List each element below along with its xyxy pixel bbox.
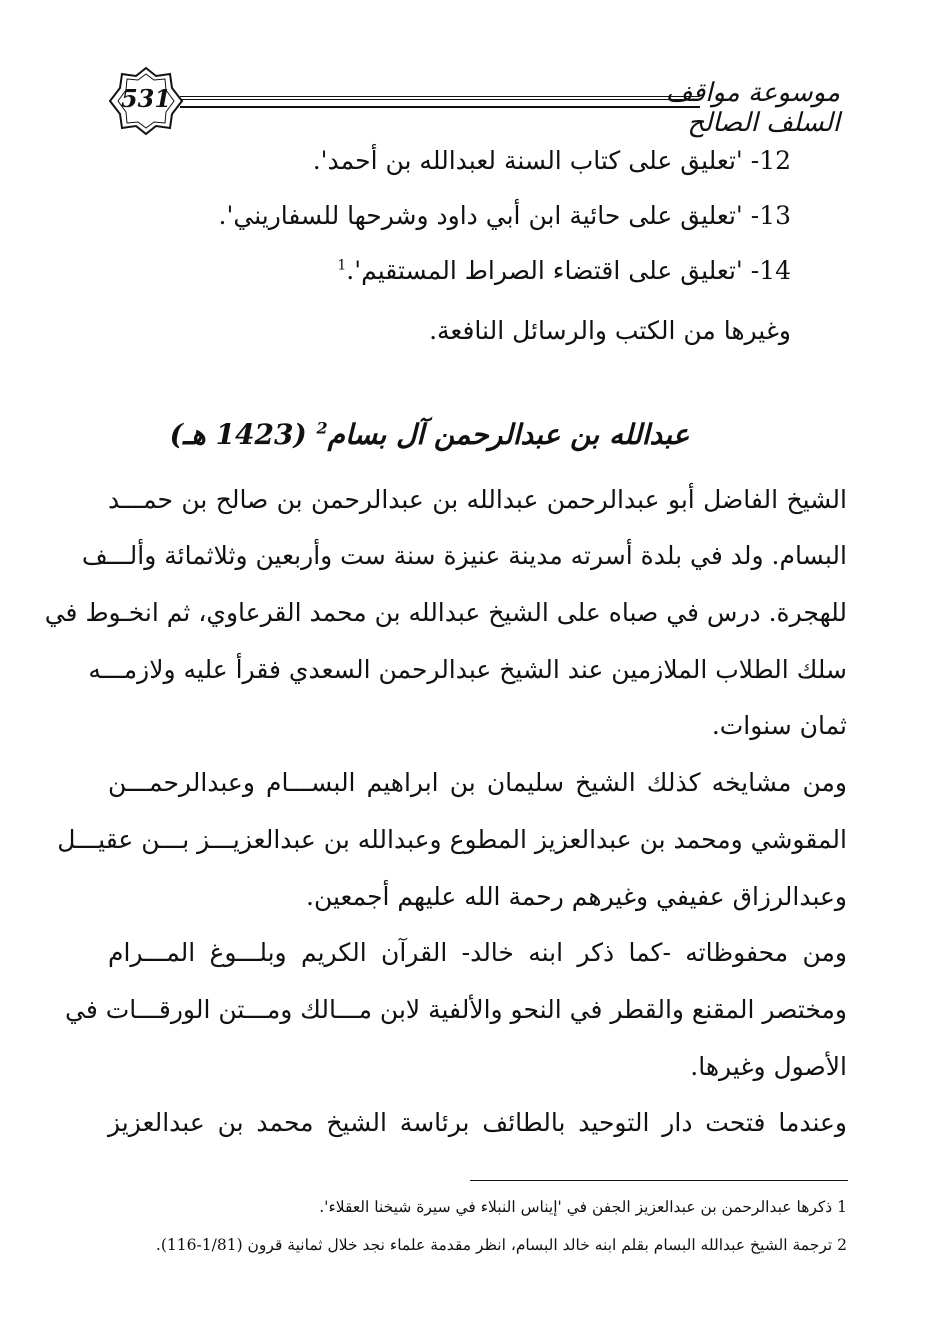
body-line: وعندما فتحت دار التوحيد بالطائف برئاسة الشيخ محمد بن عبدالعزيز xyxy=(108,1108,847,1137)
page-number-badge xyxy=(108,66,184,136)
heading-footnote-reference: 2 xyxy=(316,418,328,438)
body-line: ومختصر المقنع والقطر في النحو والألفية لابن مـــالك ومـــتن الورقـــات في xyxy=(65,995,847,1024)
series-title: موسوعة مواقف السلف الصالح xyxy=(665,78,840,138)
page-number: 531 xyxy=(120,84,172,113)
heading-date: (1423 هـ) xyxy=(169,418,307,451)
list-item xyxy=(219,201,791,230)
footnote: 1 ذكرها عبدالرحمن بن عبدالعزيز الجفن في 'إيناس النبلاء في سيرة شيخنا العقلاء'. xyxy=(319,1198,847,1216)
body-line: البسام. ولد في بلدة أسرته مدينة عنيزة سنة ست وأربعين وثلاثمائة وألـــف xyxy=(81,541,847,570)
body-line: ومن مشايخه كذلك الشيخ سليمان بن ابراهيم البســـام وعبدالرحمـــن xyxy=(108,768,847,797)
section-heading xyxy=(160,418,699,451)
body-line: وعبدالرزاق عفيفي وغيرهم رحمة الله عليهم أجمعين. xyxy=(306,882,847,911)
body-line: سلك الطلاب الملازمين عند الشيخ عبدالرحمن السعدي فقرأ عليه ولازمـــه xyxy=(88,655,847,684)
body-line: الأصول وغيرها. xyxy=(690,1052,847,1081)
body-line: للهجرة. درس في صباه على الشيخ عبدالله بن محمد القرعاوي، ثم انخـوط في xyxy=(44,598,847,627)
footnote: 2 ترجمة الشيخ عبدالله البسام بقلم ابنه خالد البسام، انظر مقدمة علماء نجد خلال ثمانية قرون (1/81-116). xyxy=(155,1236,847,1254)
list-item-text: 13- 'تعليق على حائية ابن أبي داود وشرحها للسفاريني'. xyxy=(218,201,791,230)
heading-name: عبدالله بن عبدالرحمن آل بسام xyxy=(327,418,690,451)
footnote-reference: 1 xyxy=(337,257,347,274)
list-closing: وغيرها من الكتب والرسائل النافعة. xyxy=(429,316,791,345)
body-line: الشيخ الفاضل أبو عبدالرحمن عبدالله بن عبدالرحمن بن صالح بن حمـــد xyxy=(108,485,847,514)
body-line: المقوشي ومحمد بن عبدالعزيز المطوع وعبدالله بن عبدالعزيـــز بـــن عقيـــل xyxy=(57,825,847,854)
list-item xyxy=(313,146,791,175)
body-line: ومن محفوظاته -كما ذكر ابنه خالد- القرآن الكريم وبلـــوغ المـــرام xyxy=(108,938,847,967)
body-line: ثمان سنوات. xyxy=(711,711,847,740)
list-item xyxy=(337,256,791,285)
list-item-text: 12- 'تعليق على كتاب السنة لعبدالله بن أحمد'. xyxy=(312,146,791,175)
page-header xyxy=(100,62,840,142)
list-item-text: 14- 'تعليق على اقتضاء الصراط المستقيم'. xyxy=(346,256,791,285)
footnote-divider xyxy=(470,1180,848,1181)
